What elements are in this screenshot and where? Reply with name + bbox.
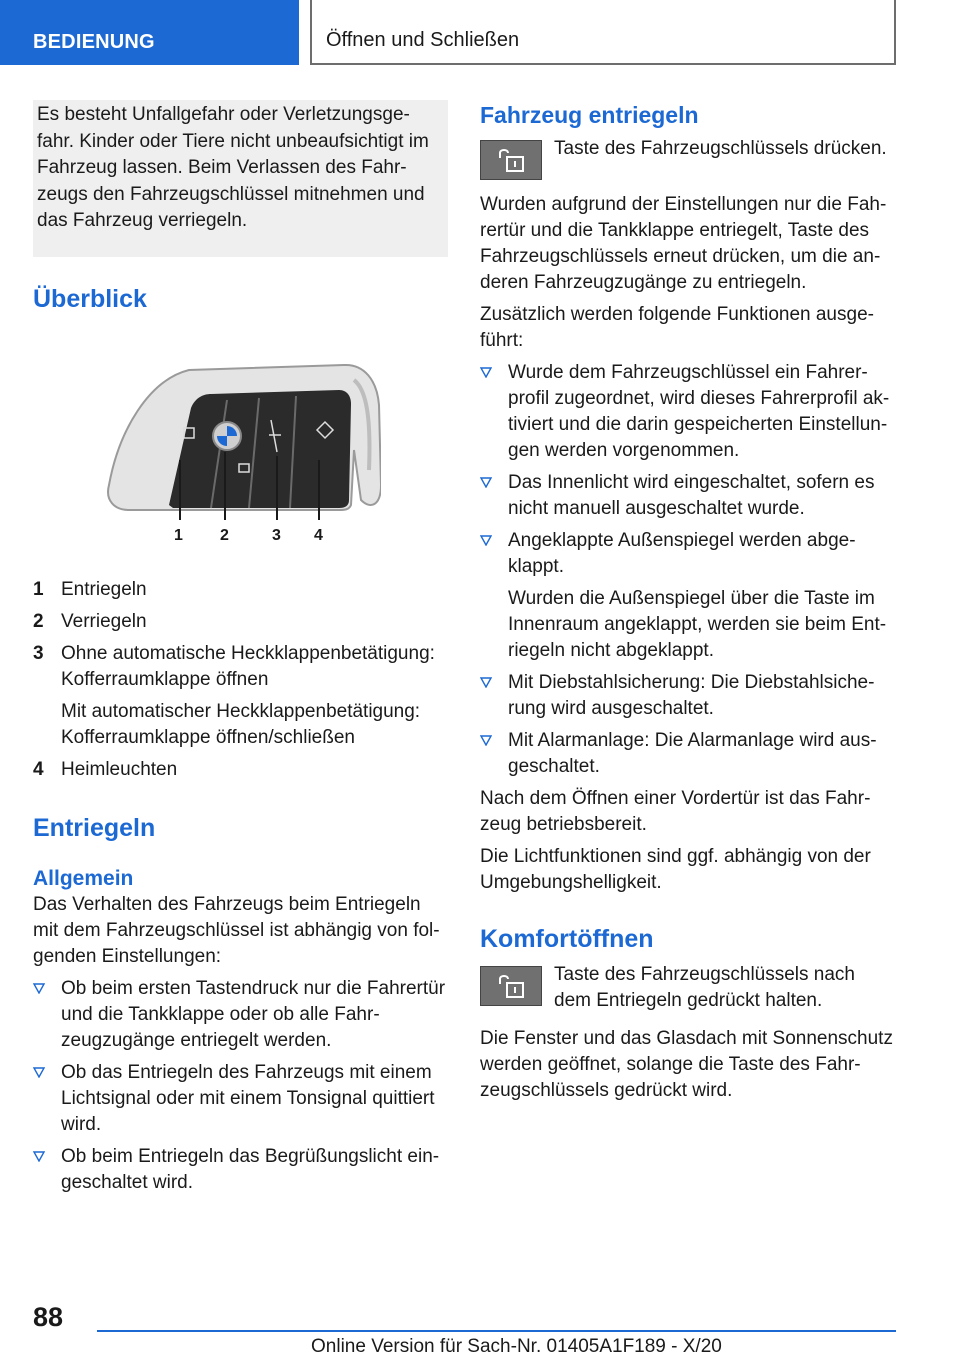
unlock-button-text: Taste des Fahrzeugschlüssels drücken. <box>554 138 887 159</box>
list-item-text: Das Innenlicht wird eingeschaltet, sofern es nicht manuell ausgeschaltet wurde. <box>508 472 875 519</box>
comfort-button-text: Taste des Fahrzeugschlüssels nach dem Entriegeln gedrückt halten. <box>554 964 855 1011</box>
triangle-bullet-icon <box>480 734 492 746</box>
legend-item <box>33 577 448 603</box>
legend-text: Mit automatischer Heckklappenbetätigung: Kofferraumklappe öffnen/schließen <box>61 700 421 748</box>
legend-text: Heimleuchten <box>61 758 178 780</box>
vehicle-unlock-para2: Zusätzlich werden folgende Funktionen ausgeführt: <box>480 304 874 351</box>
triangle-bullet-icon <box>480 476 492 488</box>
triangle-bullet-icon <box>33 1150 45 1162</box>
functions-list <box>480 360 896 780</box>
warning-text: Es besteht Unfallgefahr oder Verletzungsgefahr. Kinder oder Tiere nicht unbeaufsichtigt im Fahrzeug lassen. Beim Verlassen des Fahrzeugs den Fahrzeugschlüssel mitnehmen und das Fahrzeug verriegeln. <box>37 104 429 231</box>
unlock-button-instruction <box>480 136 896 180</box>
right-column <box>480 100 896 1104</box>
list-item <box>480 528 896 664</box>
legend-number: 1 <box>33 578 44 600</box>
triangle-bullet-icon <box>480 676 492 688</box>
list-item <box>480 670 896 722</box>
list-item-note: Wurden die Außenspiegel über die Taste im Innenraum angeklappt, werden sie beim Entriegeln nicht abgeklappt. <box>508 588 887 661</box>
legend-text: Verriegeln <box>61 610 147 632</box>
list-item-text: Ob beim ersten Tastendruck nur die Fahrertür und die Tankklappe oder ob alle Fahrzeugzugänge entriegelt werden. <box>61 977 446 1051</box>
legend-text: Ohne automatische Heckklappenbetätigung: Kofferraumklappe öffnen <box>61 642 435 690</box>
triangle-bullet-icon <box>33 1066 45 1078</box>
overview-legend <box>33 577 448 783</box>
footer-text: Online Version für Sach-Nr. 01405A1F189 - X/20 <box>311 1336 722 1357</box>
vehicle-unlock-heading: Fahrzeug entriegeln <box>480 102 699 128</box>
list-item-text: Mit Diebstahlsicherung: Die Diebstahlsicherung wird ausgeschaltet. <box>508 672 875 719</box>
legend-number: 4 <box>33 758 44 780</box>
legend-text: Entriegeln <box>61 578 147 600</box>
unlock-key-button-icon <box>480 140 542 180</box>
comfort-para: Die Fenster und das Glasdach mit Sonnenschutz werden geöffnet, solange die Taste des Fahrzeugschlüssels gedrückt wird. <box>480 1028 893 1101</box>
list-item-text: Angeklappte Außenspiegel werden abgeklappt. <box>508 530 856 577</box>
figure-label-4: 4 <box>314 526 323 544</box>
figure-label-3: 3 <box>272 526 281 544</box>
triangle-bullet-icon <box>480 534 492 546</box>
section-tab <box>0 0 299 65</box>
vehicle-unlock-para1: Wurden aufgrund der Einstellungen nur die Fahrertür und die Tankklappe entriegelt, Taste des Fahrzeugschlüssels erneut drücken, um die anderen Fahrzeugzugänge zu entriegeln. <box>480 194 887 293</box>
legend-item <box>33 757 448 783</box>
unlock-key-button-icon <box>480 966 542 1006</box>
general-subheading: Allgemein <box>33 866 134 890</box>
list-item <box>33 976 448 1054</box>
list-item <box>33 1144 448 1196</box>
section-title: BEDIENUNG <box>33 31 155 53</box>
triangle-bullet-icon <box>33 982 45 994</box>
figure-label-2: 2 <box>220 526 229 544</box>
list-item <box>33 1060 448 1138</box>
legend-number: 3 <box>33 642 44 664</box>
triangle-bullet-icon <box>480 366 492 378</box>
general-settings-list <box>33 976 448 1196</box>
warning-box <box>33 100 448 257</box>
car-key-illustration <box>99 360 381 550</box>
chapter-header <box>310 0 896 65</box>
left-column <box>33 100 448 1196</box>
list-item <box>480 470 896 522</box>
footer-divider <box>97 1330 896 1332</box>
chapter-title: Öffnen und Schließen <box>326 29 520 51</box>
list-item-text: Mit Alarmanlage: Die Alarmanlage wird ausgeschaltet. <box>508 730 877 777</box>
legend-item <box>33 641 448 751</box>
vehicle-unlock-para4: Die Lichtfunktionen sind ggf. abhängig von der Umgebungshelligkeit. <box>480 846 871 893</box>
legend-item <box>33 609 448 635</box>
comfort-heading: Komfortöffnen <box>480 925 654 953</box>
list-item <box>480 360 896 464</box>
page-number: 88 <box>33 1302 64 1332</box>
legend-number: 2 <box>33 610 44 632</box>
list-item-text: Ob beim Entriegeln das Begrüßungslicht eingeschaltet wird. <box>61 1145 440 1193</box>
unlock-heading: Entriegeln <box>33 813 156 842</box>
list-item <box>480 728 896 780</box>
figure-label-1: 1 <box>174 526 183 544</box>
overview-heading: Überblick <box>33 284 147 313</box>
vehicle-unlock-para3: Nach dem Öffnen einer Vordertür ist das Fahrzeug betriebsbereit. <box>480 788 871 835</box>
comfort-button-instruction <box>480 962 896 1014</box>
general-intro: Das Verhalten des Fahrzeugs beim Entriegeln mit dem Fahrzeugschlüssel ist abhängig von folgenden Einstellungen: <box>33 893 440 967</box>
list-item-text: Wurde dem Fahrzeugschlüssel ein Fahrerprofil zugeordnet, wird dieses Fahrerprofil aktiviert und die darin gespeicherten Einstellungen werden vorgenommen. <box>508 362 890 461</box>
list-item-text: Ob das Entriegeln des Fahrzeugs mit einem Lichtsignal oder mit einem Tonsignal quittiert wird. <box>61 1061 435 1135</box>
